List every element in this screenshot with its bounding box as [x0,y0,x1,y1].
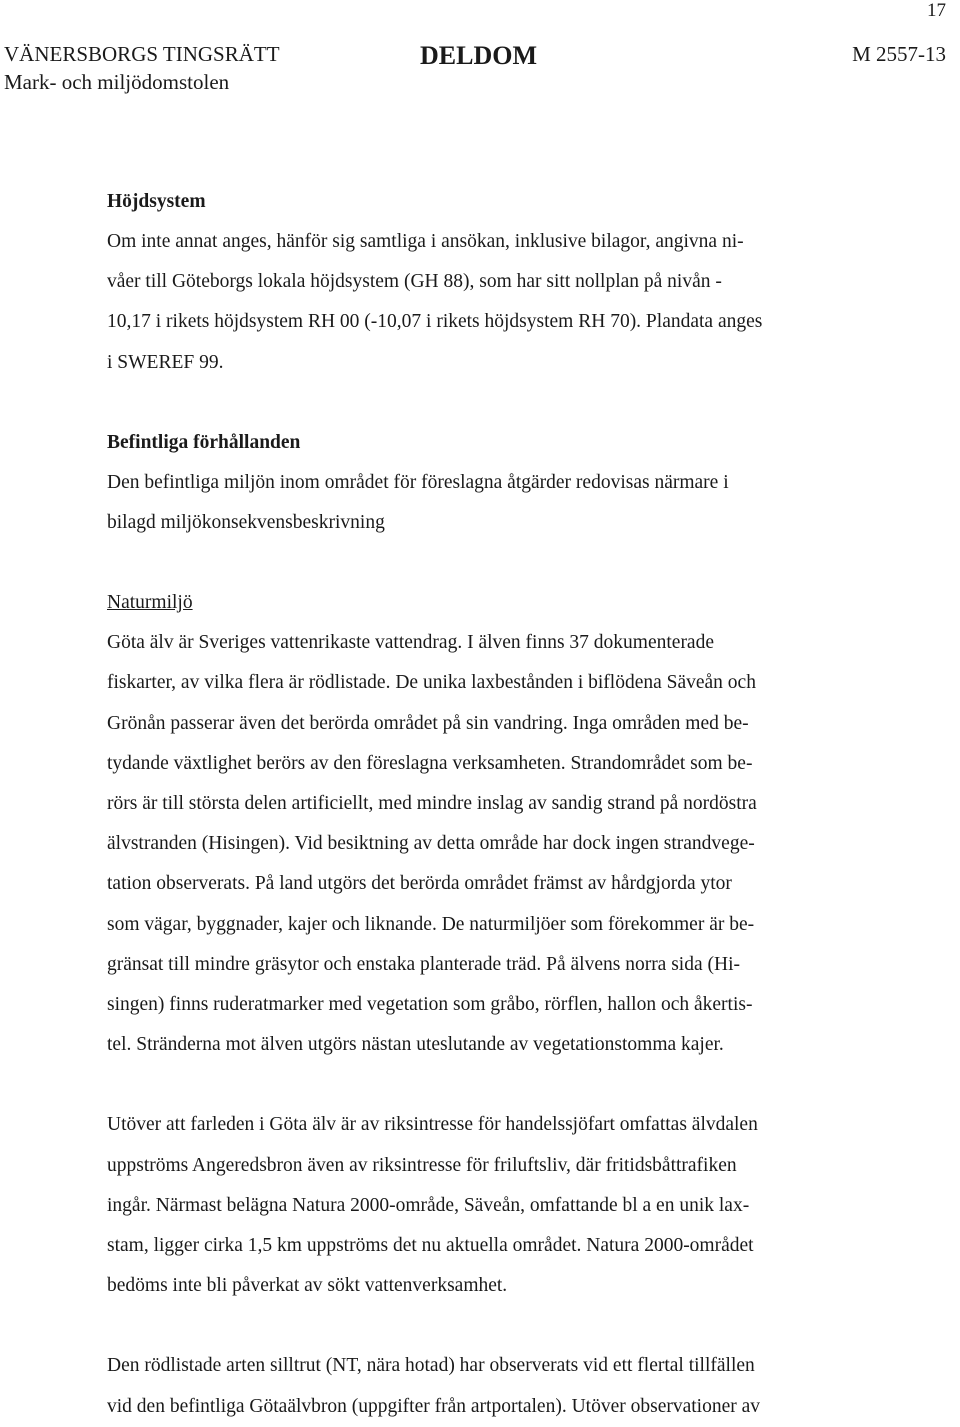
text-line: tation observerats. På land utgörs det berörda området främst av hårdgjorda ytor [107,873,732,895]
paragraph-hojdsystem [107,222,897,383]
text-line: singen) finns ruderatmarker med vegetation som gråbo, rörflen, hallon och åkertis- [107,994,753,1016]
case-number: M 2557-13 [852,42,946,66]
text-line: som vägar, byggnader, kajer och liknande. De naturmiljöer som förekommer är be- [107,913,755,935]
text-line: bedöms inte bli påverkat av sökt vattenverksamhet. [107,1275,508,1297]
text-line: rörs är till största delen artificiellt, med mindre inslag av sandig strand på nordöstra [107,793,757,815]
page-number: 17 [927,0,946,21]
text-line: 10,17 i rikets höjdsystem RH 00 (-10,07 i rikets höjdsystem RH 70). Plandata anges [107,311,763,333]
paragraph-befintliga [107,463,897,543]
text-line: bilagd miljökonsekvensbeskrivning [107,512,385,534]
court-header [4,40,280,96]
text-line: älvstranden (Hisingen). Vid besiktning av detta område har dock ingen strandvege- [107,833,755,855]
document-type: DELDOM [420,41,537,70]
paragraph-naturmiljo [107,623,897,1065]
text-line: Utöver att farleden i Göta älv är av riksintresse för handelssjöfart omfattas älvdalen [107,1114,758,1136]
text-line: Grönån passerar även det berörda området på sin vandring. Inga områden med be- [107,712,749,734]
text-line: Om inte annat anges, hänför sig samtliga i ansökan, inklusive bilagor, angivna ni- [107,231,744,252]
text-line: vid den befintliga Götaälvbron (uppgifter från artportalen). Utöver observationer av [107,1395,761,1417]
subheading-naturmiljo: Naturmiljö [107,592,193,614]
paragraph-riksintresse [107,1105,897,1306]
text-line: gränsat till mindre gräsytor och enstaka planterade träd. På älvens norra sida (Hi- [107,953,740,975]
text-line: Den rödlistade arten silltrut (NT, nära hotad) har observerats vid ett flertal tillfällen [107,1355,755,1377]
text-line: Göta älv är Sveriges vattenrikaste vattendrag. I älven finns 37 dokumenterade [107,632,714,654]
text-line: tydande växtlighet berörs av den föreslagna verksamheten. Strandområdet som be- [107,752,753,774]
text-line: i SWEREF 99. [107,351,224,373]
document-body [107,182,897,1427]
court-division: Mark- och miljödomstolen [4,70,230,94]
text-line: våer till Göteborgs lokala höjdsystem (GH 88), som har sitt nollplan på nivån - [107,271,722,293]
section-heading-hojdsystem: Höjdsystem [107,191,206,212]
text-line: ingår. Närmast belägna Natura 2000-område, Säveån, omfattande bl a en unik lax- [107,1194,750,1216]
text-line: Den befintliga miljön inom området för föreslagna åtgärder redovisas närmare i [107,471,729,493]
text-line: tel. Stränderna mot älven utgörs nästan uteslutande av vegetationstomma kajer. [107,1034,724,1056]
text-line: uppströms Angeredsbron även av riksintresse för friluftsliv, där fritidsbåttrafiken [107,1154,737,1176]
section-heading-befintliga: Befintliga förhållanden [107,431,301,453]
text-line: fiskarter, av vilka flera är rödlistade. De unika laxbestånden i biflödena Säveån och [107,672,756,694]
court-name: VÄNERSBORGS TINGSRÄTT [4,42,280,66]
paragraph-rodlistade [107,1346,897,1426]
text-line: stam, ligger cirka 1,5 km uppströms det nu aktuella området. Natura 2000-området [107,1235,754,1257]
